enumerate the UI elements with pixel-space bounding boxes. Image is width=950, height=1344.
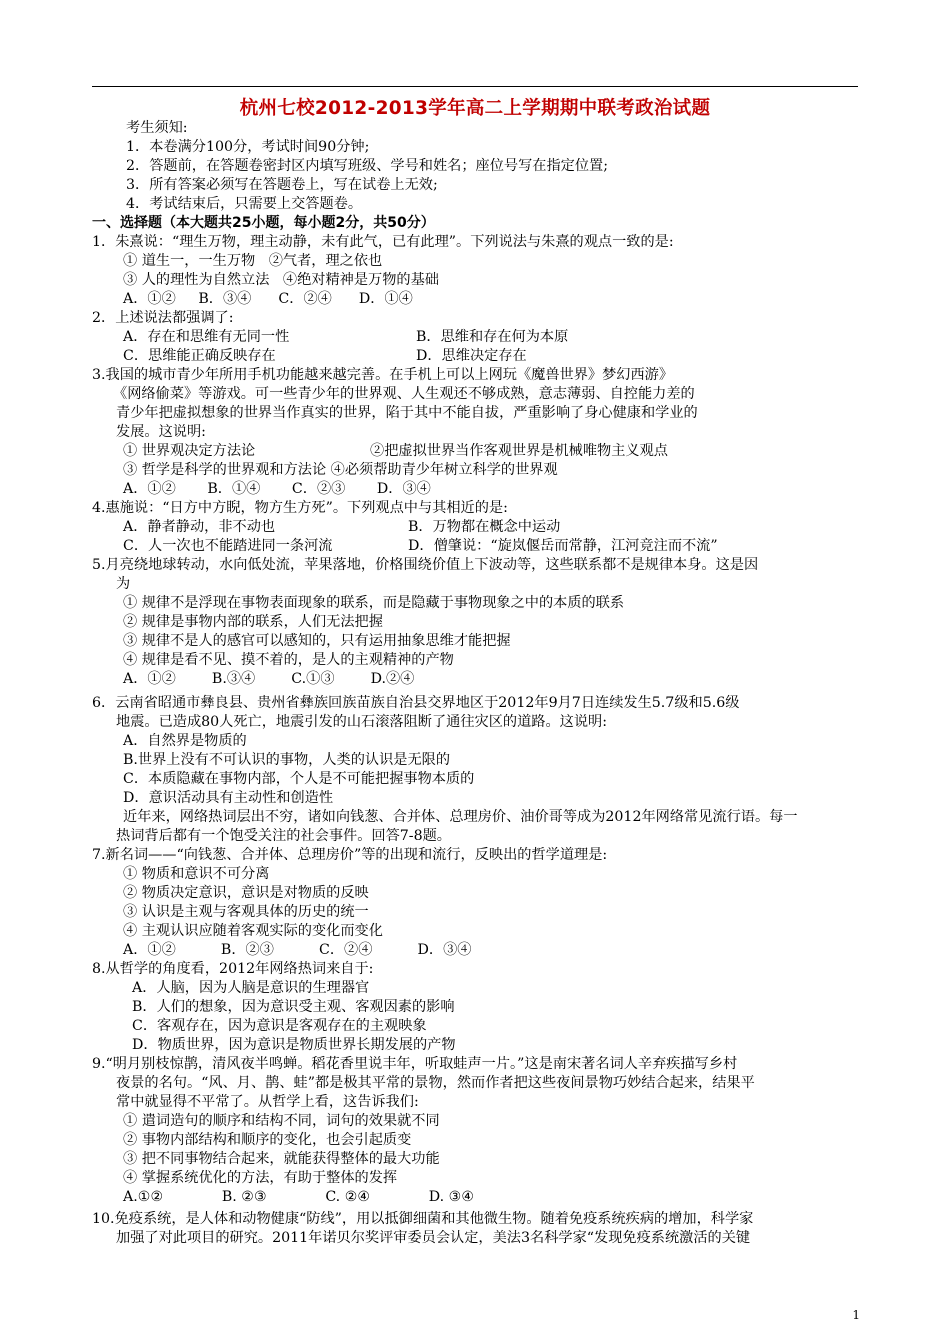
notice-item: 1．本卷满分100分，考试时间90分钟; [126, 139, 370, 155]
answer-option: D．意识活动具有主动性和创造性 [123, 790, 334, 806]
option-line: ① 道生一，一生万物 ②气者，理之依也 [123, 253, 383, 269]
answer-option: A．人脑，因为人脑是意识的生理器官 [132, 980, 370, 996]
passage-text: 近年来，网络热词层出不穷，诸如向钱葱、合并体、总理房价、油价哥等成为2012年网络常见流行语。每一 [123, 809, 798, 825]
option-line: ① 规律不是浮现在事物表面现象的联系，而是隐藏于事物现象之中的本质的联系 [123, 595, 625, 611]
answer-option: C．本质隐藏在事物内部，个人是不可能把握事物本质的 [123, 771, 475, 787]
notice-item: 2．答题前，在答题卷密封区内填写班级、学号和姓名；座位号写在指定位置; [126, 158, 608, 174]
answer-option: C．思维能正确反映存在 [123, 348, 276, 364]
answer-option: D．物质世界，因为意识是物质世界长期发展的产物 [132, 1037, 456, 1053]
answer-option: A．存在和思维有无同一性 [123, 329, 290, 345]
page-title: 杭州七校2012-2013学年高二上学期期中联考政治试题 [239, 98, 711, 119]
answer-option: C．人一次也不能踏进同一条河流 [123, 538, 333, 554]
option-line: ④ 掌握系统优化的方法，有助于整体的发挥 [123, 1170, 398, 1186]
question-text: 7.新名词——“向钱葱、合并体、总理房价”等的出现和流行，反映出的哲学道理是: [92, 847, 608, 863]
option-line: ④ 主观认识应随着客观实际的变化而变化 [123, 923, 383, 939]
option-line: ① 世界观决定方法论 [123, 443, 256, 459]
answer-option: D．思维决定存在 [416, 348, 527, 364]
option-line: ③ 人的理性为自然立法 ④绝对精神是万物的基础 [123, 272, 439, 288]
option-line: ① 物质和意识不可分离 [123, 866, 270, 882]
page-number: 1 [852, 1308, 860, 1322]
header-rule [92, 86, 858, 87]
option-line: ② 事物内部结构和顺序的变化，也会引起质变 [123, 1132, 412, 1148]
question-text: 为 [116, 576, 131, 592]
option-line: ②把虚拟世界当作客观世界是机械唯物主义观点 [370, 443, 668, 459]
question-text: 3.我国的城市青少年所用手机功能越来越完善。在手机上可以上网玩《魔兽世界》梦幻西游》 [92, 367, 674, 383]
option-line: ② 规律是事物内部的联系，人们无法把握 [123, 614, 383, 630]
question-text: 4.惠施说：“日方中方睨，物方生方死”。下列观点中与其相近的是: [92, 500, 508, 516]
answer-option: B．万物都在概念中运动 [408, 519, 561, 535]
answer-options: A.①② B. ②③ C. ②④ D. ③④ [123, 1189, 475, 1205]
option-line: ③ 哲学是科学的世界观和方法论 ④必须帮助青少年树立科学的世界观 [123, 462, 558, 478]
answer-option: B．人们的想象，因为意识受主观、客观因素的影响 [132, 999, 455, 1015]
question-text: 8.从哲学的角度看，2012年网络热词来自于: [92, 961, 374, 977]
question-text: 地震。已造成80人死亡，地震引发的山石滚落阻断了通往灾区的道路。这说明: [116, 714, 608, 730]
answer-option: B.世界上没有不可认识的事物，人类的认识是无限的 [123, 752, 451, 768]
option-line: ② 物质决定意识，意识是对物质的反映 [123, 885, 369, 901]
question-text: 6．云南省昭通市彝良县、贵州省彝族回族苗族自治县交界地区于2012年9月7日连续发生5.7级和5.6级 [92, 695, 740, 711]
question-text: 5.月亮绕地球转动，水向低处流，苹果落地，价格围绕价值上下波动等，这些联系都不是规律本身。这是因 [92, 557, 759, 573]
answer-option: D．僧肇说：“旋岚偃岳而常静，江河竞注而不流” [408, 538, 718, 554]
question-text: 2．上述说法都强调了: [92, 310, 234, 326]
question-text: 加强了对此项目的研究。2011年诺贝尔奖评审委员会认定，美法3名科学家“发现免疫系统激活的关键 [116, 1230, 751, 1246]
answer-option: A．自然界是物质的 [123, 733, 247, 749]
option-line: ③ 规律不是人的感官可以感知的，只有运用抽象思维才能把握 [123, 633, 511, 649]
question-text: 夜景的名句。“风、月、鹊、蛙”都是极其平常的景物，然而作者把这些夜间景物巧妙结合起来，结果平 [116, 1075, 755, 1091]
question-text: 青少年把虚拟想象的世界当作真实的世界，陷于其中不能自拔，严重影响了身心健康和学业的 [116, 405, 698, 421]
question-text: 发展。这说明: [116, 424, 206, 440]
question-text: 10.免疫系统，是人体和动物健康“防线”，用以抵御细菌和其他微生物。随着免疫系统疾病的增加，科学家 [92, 1211, 754, 1227]
question-text: 1．朱熹说：“理生万物，理主动静，未有此气，已有此理”。下列说法与朱熹的观点一致的是: [92, 234, 674, 250]
option-line: ③ 把不同事物结合起来，就能获得整体的最大功能 [123, 1151, 440, 1167]
answer-option: C．客观存在，因为意识是客观存在的主观映象 [132, 1018, 427, 1034]
answer-option: A．静者静动，非不动也 [123, 519, 276, 535]
option-line: ① 遣词造句的顺序和结构不同，词句的效果就不同 [123, 1113, 440, 1129]
notice-item: 3．所有答案必须写在答题卷上，写在试卷上无效; [126, 177, 438, 193]
option-line: ③ 认识是主观与客观具体的历史的统一 [123, 904, 369, 920]
notice-item: 4．考试结束后，只需要上交答题卷。 [126, 196, 363, 212]
section-heading: 一、选择题（本大题共25小题，每小题2分，共50分） [92, 215, 435, 231]
answer-option: B．思维和存在何为本原 [416, 329, 569, 345]
question-text: 9.“明月别枝惊鹊，清风夜半鸣蝉。稻花香里说丰年，听取蛙声一片。”这是南宋著名词人辛弃疾描写乡村 [92, 1056, 738, 1072]
answer-options: A．①② B．③④ C．②④ D．①④ [123, 291, 413, 307]
notice-heading: 考生须知: [126, 120, 188, 136]
answer-options: A．①② B．②③ C．②④ D．③④ [123, 942, 472, 958]
option-line: ④ 规律是看不见、摸不着的，是人的主观精神的产物 [123, 652, 454, 668]
answer-options: A．①② B.③④ C.①③ D.②④ [123, 671, 415, 687]
answer-options: A．①② B．①④ C．②③ D．③④ [123, 481, 431, 497]
question-text: 《网络偷菜》等游戏。可一些青少年的世界观、人生观还不够成熟，意志薄弱、自控能力差的 [113, 386, 695, 402]
question-text: 常中就显得不平常了。从哲学上看，这告诉我们: [116, 1094, 419, 1110]
passage-text: 热词背后都有一个饱受关注的社会事件。回答7-8题。 [116, 828, 451, 844]
